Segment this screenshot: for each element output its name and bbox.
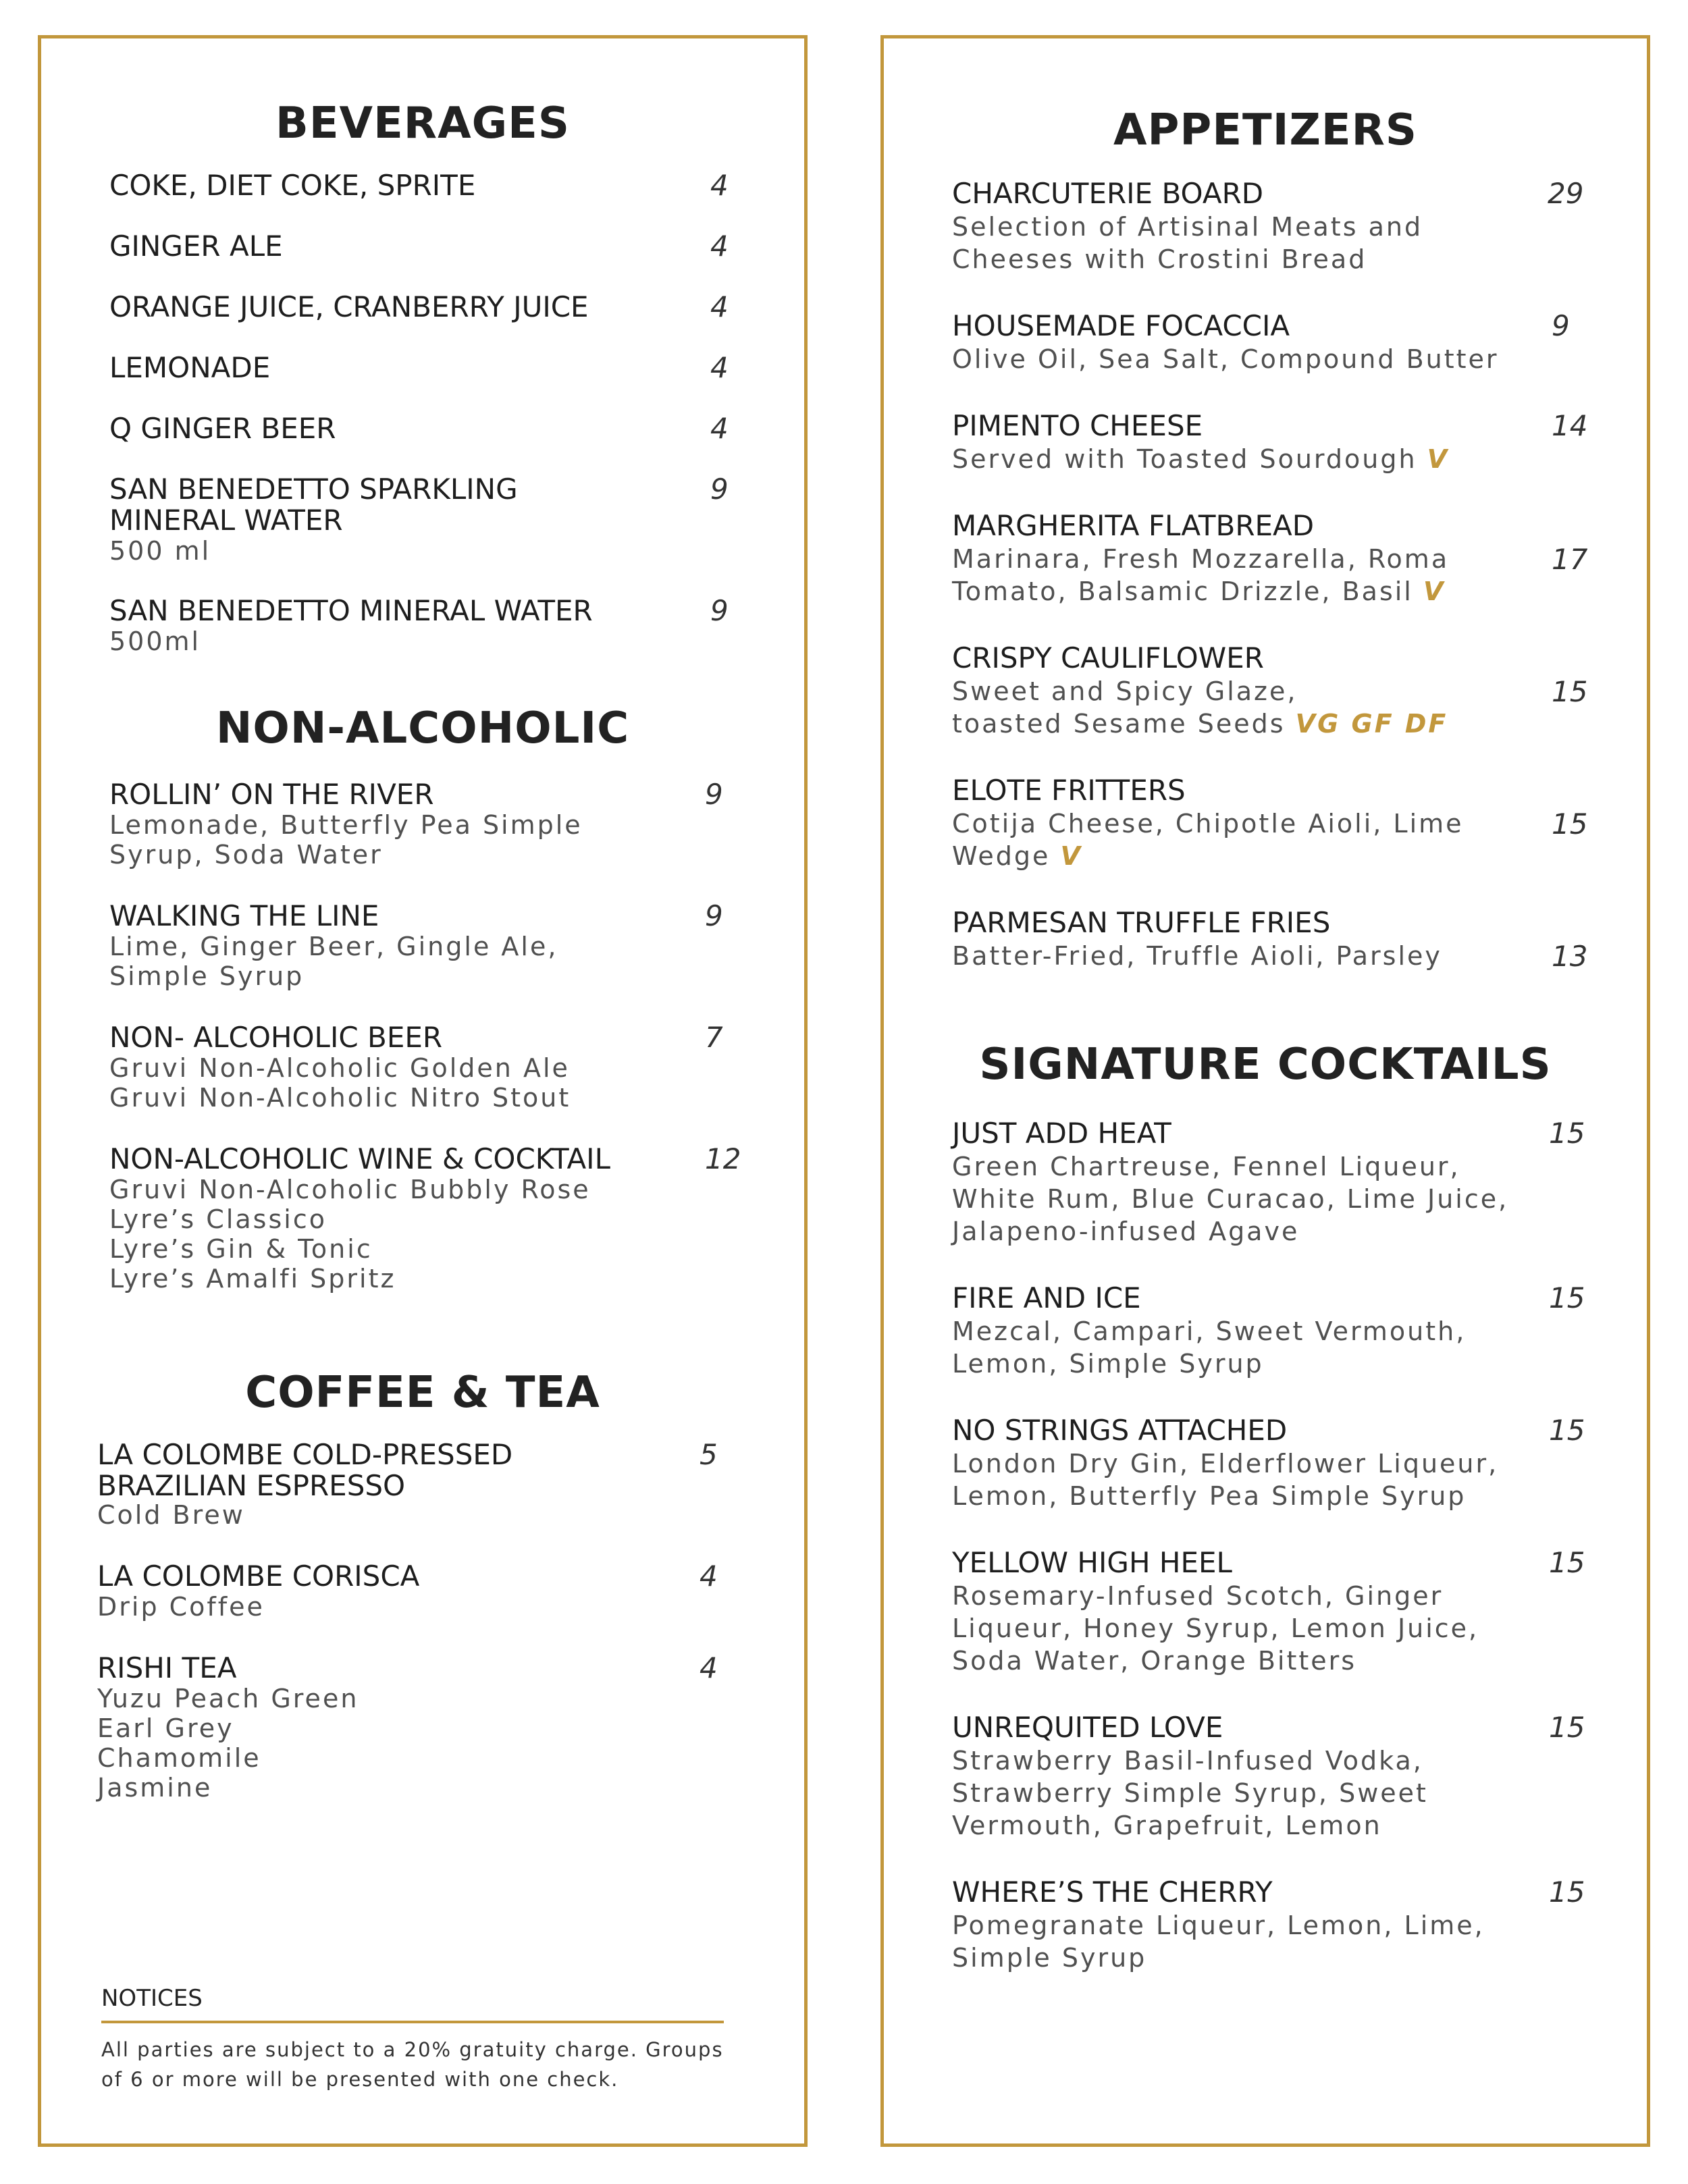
menu-item-price: 15 — [1549, 1281, 1585, 1314]
menu-item-name: CHARCUTERIE BOARD — [952, 177, 1264, 210]
menu-item-description: 500ml — [109, 627, 201, 656]
non-alcoholic-title: NON-ALCOHOLIC — [215, 703, 630, 753]
menu-item-price: 15 — [1552, 807, 1588, 841]
menu-item-description: Simple Syrup — [109, 961, 305, 991]
dietary-tag: V — [1060, 841, 1082, 871]
signature-cocktails-title: SIGNATURE COCKTAILS — [979, 1040, 1552, 1090]
menu-item-price: 15 — [1549, 1711, 1585, 1744]
menu-item-description: Soda Water, Orange Bitters — [952, 1646, 1357, 1676]
menu-item-name: FIRE AND ICE — [952, 1281, 1141, 1314]
menu-item-description: Lyre’s Gin & Tonic — [109, 1234, 373, 1264]
notices-title: NOTICES — [101, 1985, 203, 2012]
menu-item-description: Olive Oil, Sea Salt, Compound Butter — [952, 344, 1499, 374]
menu-item-name: BRAZILIAN ESPRESSO — [97, 1469, 406, 1502]
beverages-title: BEVERAGES — [275, 99, 570, 149]
menu-item-price: 4 — [710, 412, 729, 445]
menu-item-description-text: toasted Sesame Seeds — [952, 709, 1286, 739]
menu-item-description: Vermouth, Grapefruit, Lemon — [952, 1811, 1382, 1840]
dietary-tag: V — [1427, 444, 1450, 474]
menu-item-price: 15 — [1549, 1414, 1585, 1447]
menu-item-description: Selection of Artisinal Meats and — [952, 212, 1423, 242]
menu-item-price: 9 — [710, 473, 729, 506]
menu-item-description: Syrup, Soda Water — [109, 840, 383, 870]
menu-item-description: Rosemary-Infused Scotch, Ginger — [952, 1581, 1444, 1611]
menu-item-description: Lemon, Butterfly Pea Simple Syrup — [952, 1481, 1467, 1511]
menu-item-description: Gruvi Non-Alcoholic Golden Ale — [109, 1053, 570, 1083]
menu-item-price: 4 — [700, 1651, 718, 1684]
menu-item-description: Gruvi Non-Alcoholic Bubbly Rose — [109, 1175, 591, 1204]
menu-item-price: 15 — [1549, 1117, 1585, 1150]
menu-item-description — [952, 443, 1449, 475]
menu-item-name: ORANGE JUICE, CRANBERRY JUICE — [109, 290, 589, 323]
menu-item-price: 17 — [1552, 543, 1588, 576]
dietary-tag: V — [1423, 577, 1446, 606]
menu-item-description: Strawberry Basil-Infused Vodka, — [952, 1746, 1423, 1776]
menu-item-name: CRISPY CAULIFLOWER — [952, 641, 1264, 674]
menu-item-name: JUST ADD HEAT — [952, 1117, 1171, 1150]
menu-item-name: LA COLOMBE COLD-PRESSED — [97, 1438, 513, 1471]
menu-item-description-text: Served with Toasted Sourdough — [952, 444, 1417, 474]
appetizers-title: APPETIZERS — [1113, 105, 1418, 155]
menu-item-description: Mezcal, Campari, Sweet Vermouth, — [952, 1316, 1467, 1346]
menu-item-description: White Rum, Blue Curacao, Lime Juice, — [952, 1184, 1509, 1214]
menu-item-name: MARGHERITA FLATBREAD — [952, 509, 1315, 542]
menu-item-price: 14 — [1552, 409, 1588, 442]
menu-item-name: LEMONADE — [109, 351, 271, 384]
menu-item-description — [952, 708, 1448, 740]
menu-item-price: 15 — [1549, 1875, 1585, 1909]
menu-item-description: Yuzu Peach Green — [97, 1684, 359, 1713]
menu-item-price: 9 — [705, 899, 723, 932]
menu-item-description: Lyre’s Classico — [109, 1204, 327, 1234]
menu-item-price: 9 — [705, 778, 723, 811]
menu-item-description: Lemon, Simple Syrup — [952, 1349, 1264, 1379]
menu-item-price: 13 — [1552, 940, 1588, 973]
menu-item-name: WALKING THE LINE — [109, 899, 379, 932]
menu-item-description: Jalapeno-infused Agave — [952, 1217, 1300, 1246]
menu-item-description: Drip Coffee — [97, 1592, 265, 1622]
menu-item-name: GINGER ALE — [109, 230, 283, 263]
menu-item-description: 500 ml — [109, 536, 211, 566]
menu-item-price: 9 — [1552, 309, 1570, 342]
menu-item-description: Lime, Ginger Beer, Gingle Ale, — [109, 932, 558, 961]
menu-item-price: 7 — [705, 1021, 723, 1054]
menu-item-name: COKE, DIET COKE, SPRITE — [109, 169, 476, 202]
menu-item-description: Sweet and Spicy Glaze, — [952, 676, 1298, 706]
menu-item-name: WHERE’S THE CHERRY — [952, 1875, 1273, 1909]
menu-item-price: 15 — [1549, 1546, 1585, 1579]
menu-item-description: Pomegranate Liqueur, Lemon, Lime, — [952, 1911, 1485, 1940]
menu-item-description: Cold Brew — [97, 1500, 245, 1530]
menu-item-name: SAN BENEDETTO MINERAL WATER — [109, 594, 593, 627]
menu-item-description: Earl Grey — [97, 1713, 234, 1743]
menu-item-description: Lyre’s Amalfi Spritz — [109, 1264, 396, 1294]
menu-item-name: SAN BENEDETTO SPARKLING — [109, 473, 518, 506]
menu-item-name: HOUSEMADE FOCACCIA — [952, 309, 1290, 342]
menu-item-price: 4 — [710, 290, 729, 323]
menu-item-name: UNREQUITED LOVE — [952, 1711, 1223, 1744]
menu-item-price: 4 — [710, 351, 729, 384]
menu-item-description-text: Wedge — [952, 841, 1051, 871]
menu-item-description: Liqueur, Honey Syrup, Lemon Juice, — [952, 1614, 1479, 1643]
dietary-tag: VG GF DF — [1295, 709, 1448, 739]
menu-item-description-text: Tomato, Balsamic Drizzle, Basil — [952, 577, 1413, 606]
menu-item-name: MINERAL WATER — [109, 504, 343, 537]
menu-item-price: 15 — [1552, 675, 1588, 708]
menu-item-name: NO STRINGS ATTACHED — [952, 1414, 1288, 1447]
notices-line: of 6 or more will be presented with one check. — [101, 2068, 619, 2091]
menu-item-description: Jasmine — [97, 1773, 213, 1803]
menu-item-description — [952, 575, 1445, 608]
menu-item-name: NON- ALCOHOLIC BEER — [109, 1021, 443, 1054]
menu-item-name: Q GINGER BEER — [109, 412, 336, 445]
menu-item-price: 9 — [710, 594, 729, 627]
menu-item-name: PIMENTO CHEESE — [952, 409, 1203, 442]
menu-item-price: 4 — [710, 169, 729, 202]
menu-item-description: Cheeses with Crostini Bread — [952, 244, 1367, 274]
menu-item-description: Gruvi Non-Alcoholic Nitro Stout — [109, 1083, 571, 1113]
notices-line: All parties are subject to a 20% gratuity charge. Groups — [101, 2038, 724, 2061]
menu-item-name: LA COLOMBE CORISCA — [97, 1560, 420, 1593]
menu-item-price: 4 — [700, 1560, 718, 1593]
coffee-tea-title: COFFEE & TEA — [245, 1368, 600, 1418]
menu-item-description: Lemonade, Butterfly Pea Simple — [109, 810, 583, 840]
menu-item-name: ELOTE FRITTERS — [952, 774, 1186, 807]
menu-item-description: Strawberry Simple Syrup, Sweet — [952, 1778, 1428, 1808]
menu-item-description: Batter-Fried, Truffle Aioli, Parsley — [952, 941, 1442, 971]
menu-item-name: PARMESAN TRUFFLE FRIES — [952, 906, 1331, 939]
menu-item-price: 5 — [700, 1438, 718, 1471]
menu-item-price: 4 — [710, 230, 729, 263]
menu-item-name: ROLLIN’ ON THE RIVER — [109, 778, 434, 811]
menu-item-description: Chamomile — [97, 1743, 261, 1773]
menu-item-description: Marinara, Fresh Mozzarella, Roma — [952, 544, 1450, 574]
menu-item-description: London Dry Gin, Elderflower Liqueur, — [952, 1449, 1499, 1479]
menu-item-description — [952, 840, 1082, 872]
menu-item-description: Simple Syrup — [952, 1943, 1147, 1973]
menu-item-name: YELLOW HIGH HEEL — [952, 1546, 1232, 1579]
menu-item-price: 29 — [1548, 177, 1584, 210]
menu-item-name: NON-ALCOHOLIC WINE & COCKTAIL — [109, 1142, 610, 1175]
menu-item-description: Green Chartreuse, Fennel Liqueur, — [952, 1152, 1460, 1181]
menu-item-price: 12 — [705, 1142, 741, 1175]
menu-item-description: Cotija Cheese, Chipotle Aioli, Lime — [952, 809, 1464, 838]
menu-item-name: RISHI TEA — [97, 1651, 237, 1684]
notices-divider — [101, 2021, 724, 2023]
